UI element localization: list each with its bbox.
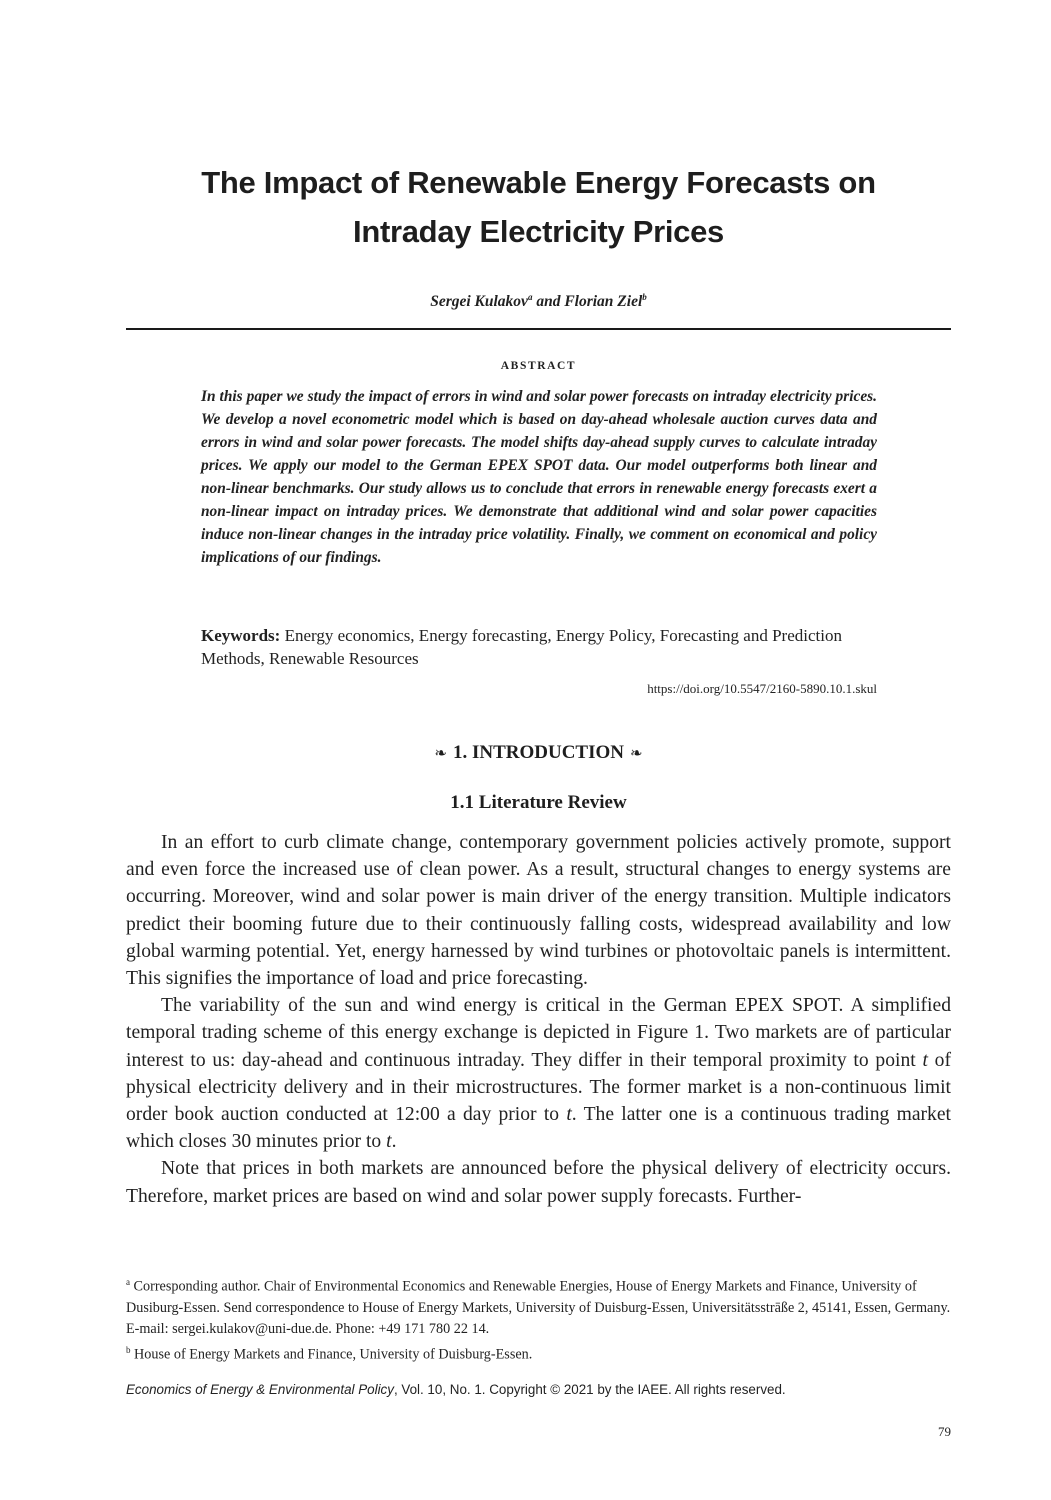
journal-copyright: , Vol. 10, No. 1. Copyright © 2021 by the IAEE. All rights reserved.	[393, 1382, 786, 1397]
author-1-mark: a	[527, 292, 533, 302]
doi-link[interactable]: https://doi.org/10.5547/2160-5890.10.1.skul	[647, 681, 877, 696]
paragraph-3: Note that prices in both markets are announced before the physical delivery of electricity occurs. Therefore, market prices are based on wind and solar power supply forecasts. Further-	[126, 1158, 951, 1207]
subsection-heading: 1.1 Literature Review	[450, 792, 627, 813]
section-heading	[126, 742, 951, 764]
journal-name: Economics of Energy & Environmental Policy	[126, 1382, 394, 1397]
footnote-b: $^b$ House of Energy Markets and Finance, University of Duisburg-Essen.	[126, 1344, 533, 1363]
keywords-text: Energy economics, Energy forecasting, Energy Policy, Forecasting and Prediction Methods, Renewable Resources	[201, 626, 842, 668]
keywords-label: Keywords:	[201, 626, 281, 645]
title-divider	[126, 328, 951, 330]
paragraph-1: In an effort to curb climate change, contemporary government policies actively promote, support and even force the increased use of clean power. As a result, structural changes to energy systems are occurring. Moreover, wind and solar power is main driver of the energy transition. Multiple indicators predict their booming future due to their continuously falling costs, widespread availability and low global warming potential. Yet, energy harnessed by wind turbines or photovoltaic panels is intermittent. This signifies the importance of load and price forecasting.	[126, 832, 951, 990]
keywords	[201, 624, 877, 670]
page-number: 79	[938, 1424, 951, 1439]
author-line	[126, 292, 951, 311]
author-2-mark: b	[642, 292, 647, 302]
ornament-left-icon: ❧	[434, 746, 447, 762]
abstract-heading: ABSTRACT	[500, 360, 577, 372]
author-2: Florian Ziel	[564, 293, 643, 311]
abstract-text: In this paper we study the impact of errors in wind and solar power forecasts on intraday electricity prices. We develop a novel econometric model which is based on day-ahead wholesale auction curves data and errors in wind and solar power forecasts. The model shifts day-ahead supply curves to calculate intraday prices. We apply our model to the German EPEX SPOT data. Our model outperforms both linear and non-linear benchmarks. Our study allows us to conclude that errors in renewable energy forecasts exert a non-linear impact on intraday prices. We demonstrate that additional wind and solar power capacities induce non-linear changes in the intraday price volatility. Finally, we comment on economical and policy implications of our findings.	[201, 388, 877, 566]
footnote-a: $^a$ Corresponding author. Chair of Environmental Economics and Renewable Energies, House of Energy Markets and Finance, University of Dusiburg-Essen. Send correspondence to House of Energy Markets, University of Duisburg-Essen, Universitätsstrāße 2, 45141, Essen, Germany. E-mail: sergei.kulakov@uni-due.de. Phone: +49 171 780 22 14.	[126, 1277, 951, 1337]
footnotes	[126, 1272, 951, 1365]
body-text	[126, 829, 951, 1210]
paper-title	[126, 158, 951, 256]
section-title: 1. INTRODUCTION	[452, 742, 625, 763]
title-line-1: The Impact of Renewable Energy Forecasts on	[201, 165, 876, 200]
title-line-2: Intraday Electricity Prices	[353, 214, 724, 249]
author-1: Sergei Kulakov	[430, 293, 528, 311]
author-connector: and	[536, 293, 561, 311]
ornament-right-icon: ❧	[630, 746, 643, 762]
journal-footer	[126, 1382, 951, 1397]
paragraph-2: The variability of the sun and wind energy is critical in the German EPEX SPOT. A simplified temporal trading scheme of this energy exchange is depicted in Figure 1. Two markets are of particular interest to us: day-ahead and continuous intraday. They differ in their temporal proximity to point t of physical electricity delivery and in their microstructures. The former market is a non-continuous limit order book auction conducted at 12:00 a day prior to t. The latter one is a continuous trading market which closes 30 minutes prior to t.	[126, 995, 951, 1153]
